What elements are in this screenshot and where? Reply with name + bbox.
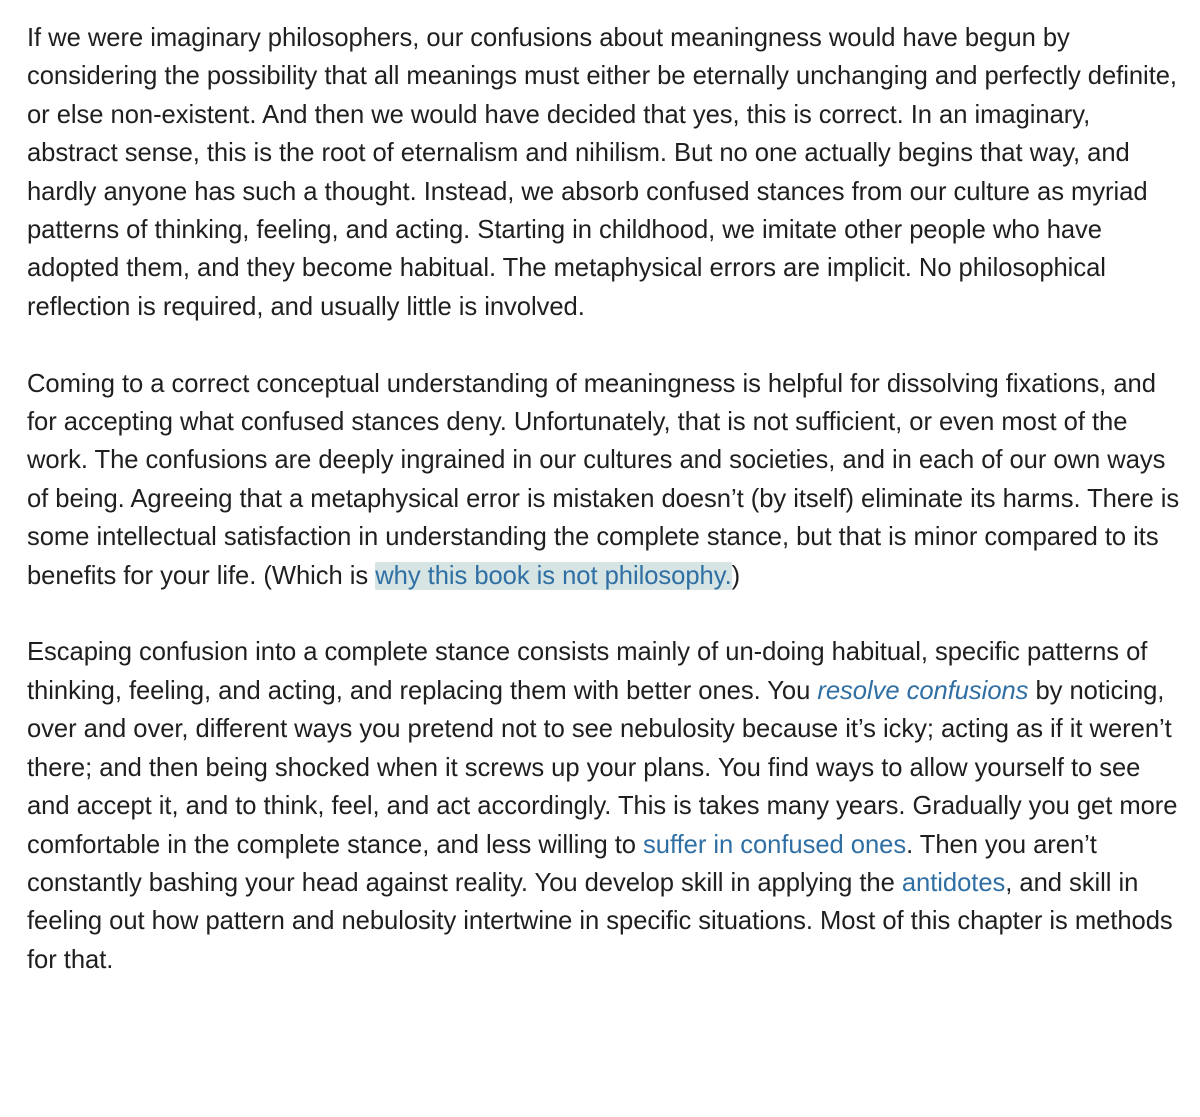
article-body [27, 19, 1187, 979]
paragraph-3-text-4: , and skill in feeling out how pattern and nebulosity intertwine in specific situations. Most of this chapter is methods for that. [27, 868, 1173, 974]
paragraph-2-text-before: Coming to a correct conceptual understanding of meaningness is helpful for dissolving fixations, and for accepting what confused stances deny. Unfortunately, that is not sufficient, or even most of the work. The confusions are deeply ingrained in our cultures and societies, and in each of our own ways of being. Agreeing that a metaphysical error is mistaken doesn’t (by itself) eliminate its harms. There is some intellectual satisfaction in understanding the complete stance, but that is minor compared to its benefits for your life. (Which is [27, 369, 1180, 590]
link-why-not-philosophy[interactable]: why this book is not philosophy. [375, 561, 732, 590]
paragraph-2 [27, 365, 1187, 595]
link-resolve-confusions[interactable]: resolve confusions [817, 676, 1029, 705]
paragraph-3-text-2: by noticing, over and over, different ways you pretend not to see nebulosity because it’s icky; acting as if it weren’t there; and then being shocked when it screws up your plans. You find ways to allow yourself to see and accept it, and to think, feel, and act accordingly. This is takes many years. Gradually you get more comfortable in the complete stance, and less willing to [27, 676, 1178, 859]
paragraph-2-text-after: ) [731, 561, 741, 590]
paragraph-3-text-3: . Then you aren’t constantly bashing your head against reality. You develop skill in applying the [27, 830, 1097, 897]
paragraph-1 [27, 19, 1187, 326]
link-suffer-in-confused-ones[interactable]: suffer in confused ones [643, 830, 907, 859]
paragraph-3-text-1: Escaping confusion into a complete stance consists mainly of un-doing habitual, specific patterns of thinking, feeling, and acting, and replacing them with better ones. You [27, 638, 1148, 705]
paragraph-1-text: If we were imaginary philosophers, our confusions about meaningness would have begun by considering the possibility that all meanings must either be eternally unchanging and perfectly definite, or else non-existent. And then we would have decided that yes, this is correct. In an imaginary, abstract sense, this is the root of eternalism and nihilism. But no one actually begins that way, and hardly anyone has such a thought. Instead, we absorb confused stances from our culture as myriad patterns of thinking, feeling, and acting. Starting in childhood, we imitate other people who have adopted them, and they become habitual. The metaphysical errors are implicit. No philosophical reflection is required, and usually little is involved. [27, 24, 1177, 321]
paragraph-3 [27, 633, 1187, 979]
link-antidotes[interactable]: antidotes [901, 868, 1006, 897]
